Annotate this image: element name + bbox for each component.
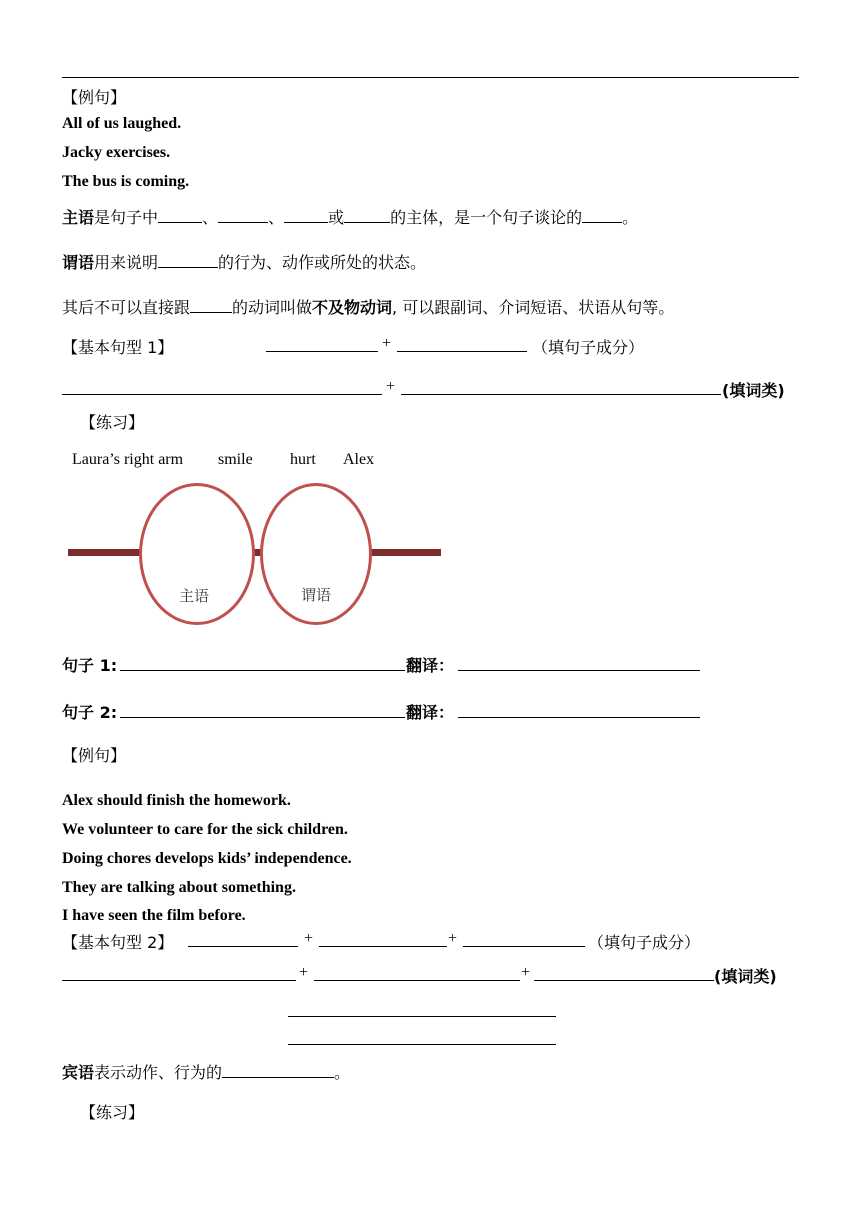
- predicate-oval-label: 谓语: [301, 586, 332, 604]
- example2-sentence-1: Alex should finish the homework.: [62, 792, 291, 809]
- subject-term: 主语: [62, 208, 95, 227]
- sentence1-blank[interactable]: [120, 656, 405, 671]
- example-sentence-2: Jacky exercises.: [62, 144, 171, 161]
- sentence1-label: 句子 1:: [62, 656, 118, 675]
- pattern1-wordclass-blank-2[interactable]: [401, 380, 721, 395]
- blank[interactable]: [190, 298, 232, 313]
- blank[interactable]: [158, 208, 202, 223]
- blank[interactable]: [284, 208, 328, 223]
- word-option-2: smile: [218, 451, 253, 468]
- pattern1-component-blank-2[interactable]: [397, 337, 527, 352]
- subject-oval-label: 主语: [179, 587, 210, 605]
- translation2-blank[interactable]: [458, 703, 700, 718]
- practice-heading-2: 【练习】: [80, 1103, 145, 1122]
- example2-sentence-2: We volunteer to care for the sick children.: [62, 821, 348, 838]
- translation2-label: 翻译：: [406, 703, 455, 722]
- example2-sentence-3: Doing chores develops kids’ independence.: [62, 850, 352, 867]
- blank[interactable]: [158, 253, 218, 268]
- blank[interactable]: [582, 208, 622, 223]
- pattern1-component-blank-1[interactable]: [266, 337, 378, 352]
- plus-sign: +: [304, 930, 314, 947]
- example2-sentence-5: I have seen the film before.: [62, 907, 246, 924]
- object-term: 宾语: [62, 1063, 95, 1082]
- intransitive-term: 不及物动词: [312, 298, 393, 317]
- word-option-1: Laura’s right arm: [72, 451, 184, 468]
- pattern2-wordclass-blank-2[interactable]: [314, 966, 520, 981]
- example-sentence-1: All of us laughed.: [62, 115, 182, 132]
- translation1-blank[interactable]: [458, 656, 700, 671]
- object-definition: 宾语表示动作、行为的 。: [62, 1063, 351, 1082]
- blank[interactable]: [218, 208, 268, 223]
- plus-sign: +: [521, 964, 531, 981]
- translation1-label: 翻译：: [406, 656, 455, 675]
- predicate-term: 谓语: [62, 253, 95, 272]
- pattern2-component-blank-3[interactable]: [463, 932, 585, 947]
- subject-definition: 主语是句子中 、 、 或 的主体，是一个句子谈论的 。: [62, 208, 639, 227]
- top-rule: [62, 77, 799, 78]
- word-option-4: Alex: [343, 451, 375, 468]
- plus-sign: +: [386, 378, 396, 395]
- pattern2-wordclass-blank-1[interactable]: [62, 966, 296, 981]
- example-sentence-3: The bus is coming.: [62, 173, 190, 190]
- fill-components-note-2: （填句子成分）: [588, 933, 701, 952]
- pattern1-label: 【基本句型 1】: [62, 338, 174, 357]
- pattern2-wordclass-blank-3[interactable]: [534, 966, 714, 981]
- plus-sign: +: [299, 964, 309, 981]
- plus-sign: +: [448, 930, 458, 947]
- blank[interactable]: [344, 208, 390, 223]
- fill-components-note: （填句子成分）: [532, 338, 645, 357]
- pattern2-label: 【基本句型 2】: [62, 933, 174, 952]
- pattern2-extra-blank-1[interactable]: [288, 1002, 556, 1017]
- intransitive-definition: 其后不可以直接跟 的动词叫做不及物动词, 可以跟副词、介词短语、状语从句等。: [62, 298, 675, 317]
- sentence2-blank[interactable]: [120, 703, 405, 718]
- pattern2-component-blank-2[interactable]: [319, 932, 447, 947]
- blank[interactable]: [222, 1063, 334, 1078]
- plus-sign: +: [382, 335, 392, 352]
- pattern2-extra-blank-2[interactable]: [288, 1030, 556, 1045]
- word-option-3: hurt: [290, 451, 316, 468]
- predicate-definition: 谓语用来说明 的行为、动作或所处的状态。: [62, 253, 427, 272]
- fill-wordclass-note: (填词类): [722, 381, 785, 400]
- practice-heading: 【练习】: [80, 413, 145, 432]
- fill-wordclass-note-2: (填词类): [714, 967, 777, 986]
- sentence2-label: 句子 2:: [62, 703, 118, 722]
- example2-sentence-4: They are talking about something.: [62, 879, 296, 896]
- example-heading: 【例句】: [62, 88, 127, 107]
- pattern2-component-blank-1[interactable]: [188, 932, 298, 947]
- example-heading-2: 【例句】: [62, 746, 127, 765]
- pattern1-wordclass-blank-1[interactable]: [62, 380, 382, 395]
